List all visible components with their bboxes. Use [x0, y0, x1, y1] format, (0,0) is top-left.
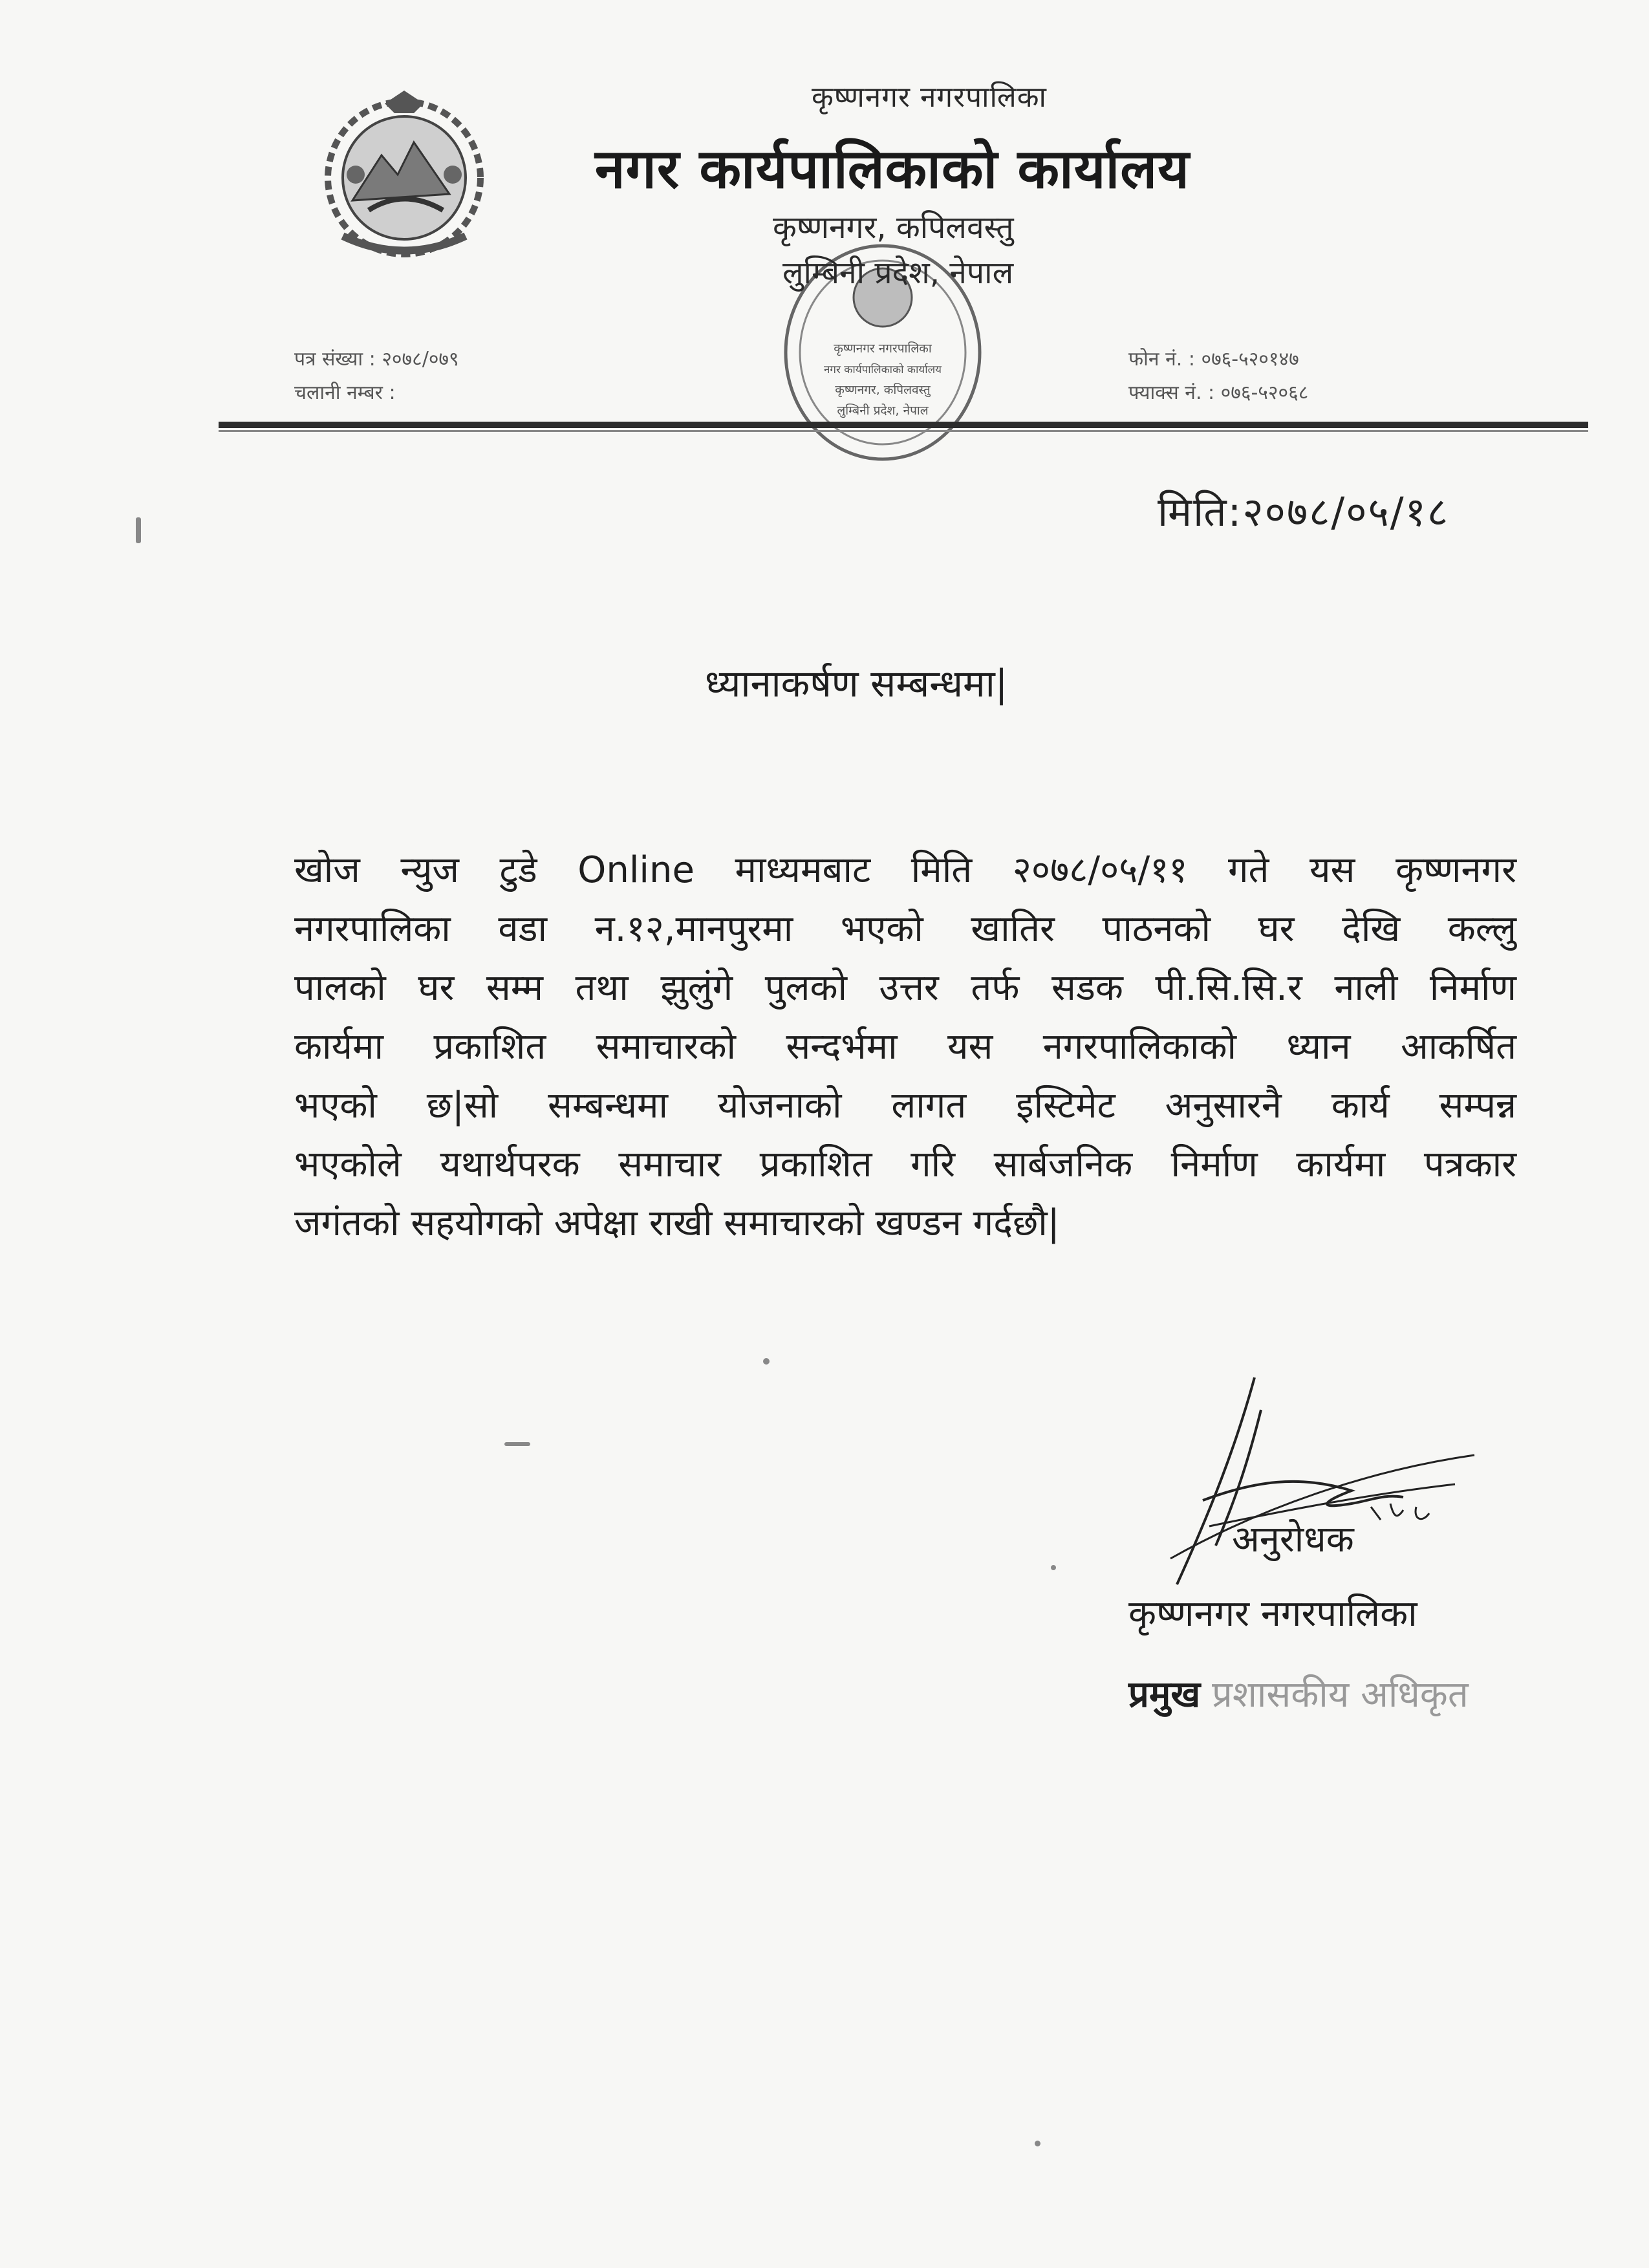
- scan-speck: [136, 517, 141, 543]
- letter-number-row: पत्र संख्या : २०७८/०७९: [294, 348, 459, 371]
- letter-subject: ध्यानाकर्षण सम्बन्धमा|: [705, 662, 1008, 706]
- body-line: पालको घर सम्म तथा झुलुंगे पुलको उत्तर तर्फ सडक पी.सि.सि.र नाली निर्माण: [294, 967, 1516, 1009]
- office-title: नगर कार्यपालिकाको कार्यालय: [595, 137, 1190, 200]
- province-country: लुम्बिनी प्रदेश, नेपाल: [782, 255, 1014, 291]
- handwritten-signature: [1158, 1371, 1481, 1617]
- municipality-name: कृष्णनगर नगरपालिका: [812, 81, 1047, 114]
- letter-date: मिति:२०७८/०५/१८: [1158, 488, 1450, 535]
- body-line: भएको छ|सो सम्बन्धमा योजनाको लागत इस्टिमेट अनुसारनै कार्य सम्पन्न: [294, 1085, 1516, 1127]
- header-divider: [219, 422, 1588, 428]
- phone-value: ०७६-५२०१४७: [1201, 348, 1299, 371]
- signatory-role: [1128, 1669, 1469, 1718]
- stamp-line3: कृष्णनगर, कपिलवस्तु: [835, 383, 931, 397]
- reference-block: [294, 343, 459, 410]
- phone-row: फोन नं. : ०७६-५२०१४७: [1128, 348, 1299, 371]
- office-address: कृष्णनगर, कपिलवस्तु: [773, 210, 1014, 246]
- stamp-line1: कृष्णनगर नगरपालिका: [834, 341, 932, 356]
- dispatch-number-row: चलानी नम्बर :: [294, 382, 396, 404]
- signatory-organization: कृष्णनगर नगरपालिका: [1128, 1593, 1417, 1635]
- body-line: खोज न्युज टुडे Online माध्यमबाट मिति २०७८/०५/११ गते यस कृष्णनगर: [294, 849, 1516, 891]
- scan-speck: [763, 1358, 770, 1365]
- letter-number-value: २०७८/०७९: [382, 348, 459, 371]
- phone-label: फोन नं.: [1128, 348, 1183, 371]
- contact-block: [1128, 343, 1308, 410]
- letter-body: [294, 841, 1516, 1253]
- stamp-line4: लुम्बिनी प्रदेश, नेपाल: [837, 404, 929, 418]
- signatory-title: अनुरोधक: [1232, 1518, 1354, 1561]
- scan-speck: [504, 1442, 530, 1446]
- signatory-role-bold: प्रमुख: [1128, 1674, 1201, 1716]
- signatory-role-rest: प्रशासकीय अधिकृत: [1211, 1674, 1469, 1716]
- dispatch-number-label: चलानी नम्बर: [294, 382, 383, 404]
- fax-label: फ्याक्स नं.: [1128, 382, 1202, 404]
- scan-speck: [1051, 1565, 1056, 1570]
- fax-value: ०७६-५२०६८: [1220, 382, 1309, 404]
- body-line: भएकोले यथार्थपरक समाचार प्रकाशित गरि सार्बजनिक निर्माण कार्यमा पत्रकार: [294, 1143, 1516, 1185]
- body-line: जगंतको सहयोगको अपेक्षा राखी समाचारको खण्डन गर्दछौ|: [294, 1202, 1060, 1244]
- letter-number-label: पत्र संख्या: [294, 348, 363, 371]
- header-divider-thin: [219, 430, 1588, 432]
- body-line: नगरपालिका वडा न.१२,मानपुरमा भएको खातिर पाठनको घर देखि कल्लु: [294, 908, 1516, 950]
- scan-speck: [1035, 2141, 1040, 2146]
- stamp-line2: नगर कार्यपालिकाको कार्यालय: [823, 363, 942, 376]
- body-line: कार्यमा प्रकाशित समाचारको सन्दर्भमा यस नगरपालिकाको ध्यान आकर्षित: [294, 1026, 1516, 1068]
- fax-row: फ्याक्स नं. : ०७६-५२०६८: [1128, 382, 1309, 404]
- nepal-emblem-icon: [307, 78, 501, 272]
